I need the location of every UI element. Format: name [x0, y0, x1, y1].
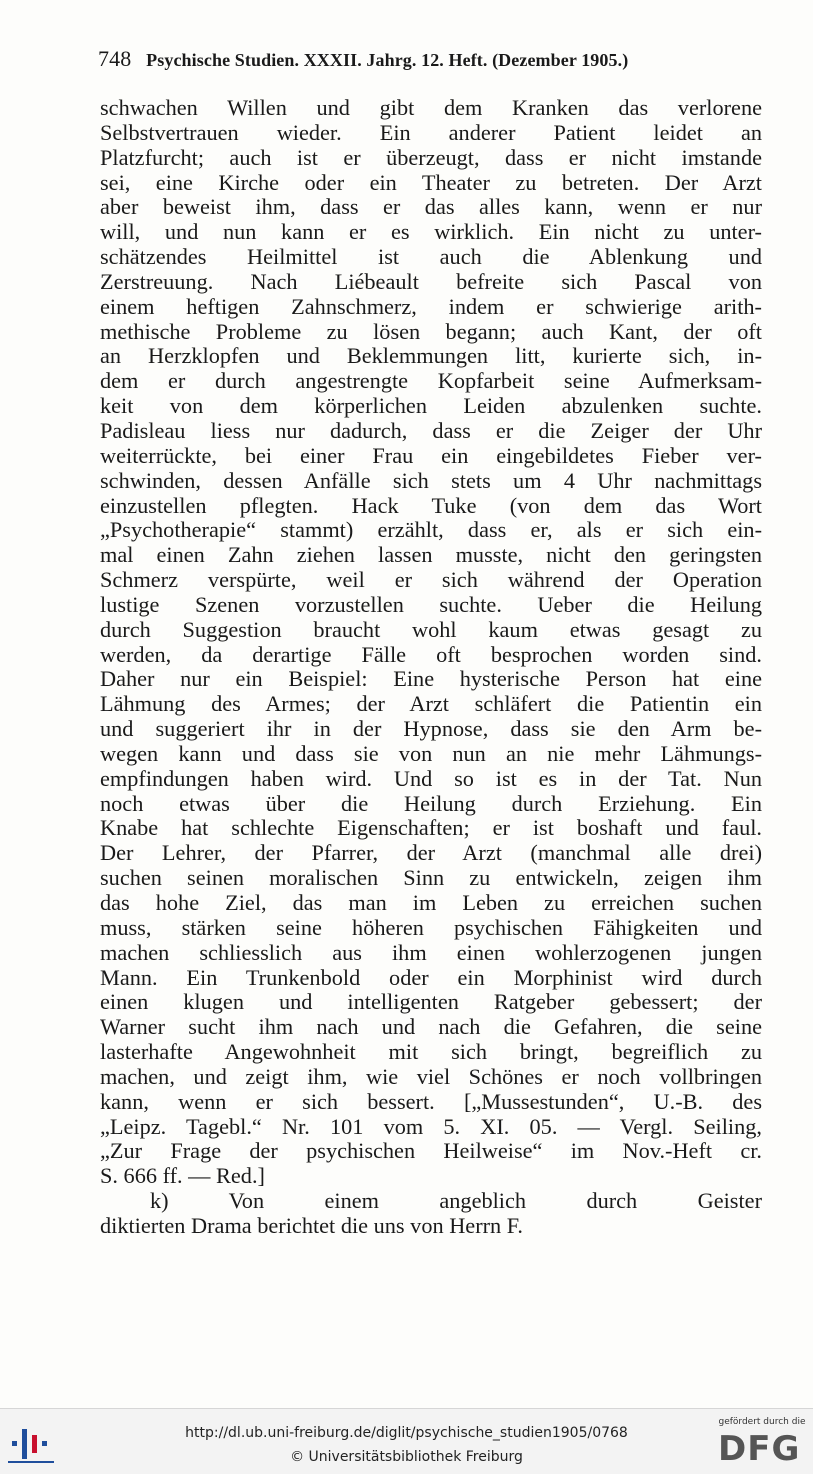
permalink-url[interactable]: http://dl.ub.uni-freiburg.de/diglit/psychische_studien1905/0768	[185, 1425, 628, 1441]
text-line: „Leipz. Tagebl.“ Nr. 101 vom 5. XI. 05. — Vergl. Seiling,	[100, 1113, 762, 1139]
text-line: Platzfurcht; auch ist er überzeugt, dass er nicht imstande	[100, 144, 762, 170]
text-line: diktierten Drama berichtet die uns von Herrn F.	[100, 1212, 523, 1238]
text-line: Der Lehrer, der Pfarrer, der Arzt (manchmal alle drei)	[100, 840, 762, 866]
text-line: schwinden, dessen Anfälle sich stets um 4 Uhr nachmittags	[100, 467, 762, 493]
text-line: Schmerz verspürte, weil er sich während der Operation	[100, 567, 762, 593]
text-line: machen, und zeigt ihm, wie viel Schönes er noch vollbringen	[100, 1063, 762, 1089]
text-line: Knabe hat schlechte Eigenschaften; er ist boshaft und faul.	[100, 815, 762, 841]
text-line: einen klugen und intelligenten Ratgeber gebessert; der	[100, 989, 762, 1015]
text-line: k) Von einem angeblich durch Geister	[150, 1188, 762, 1214]
text-line: dem er durch angestrengte Kopfarbeit seine Aufmerksam-	[100, 368, 762, 394]
text-line: suchen seinen moralischen Sinn zu entwickeln, zeigen ihm	[100, 865, 762, 891]
text-line: durch Suggestion braucht wohl kaum etwas gesagt zu	[100, 616, 762, 642]
dfg-logo-text: DFG	[718, 1429, 801, 1469]
text-line: schwachen Willen und gibt dem Kranken das verlorene	[100, 95, 762, 120]
dfg-logo-icon[interactable]	[716, 1417, 808, 1469]
text-line: sei, eine Kirche oder ein Theater zu betreten. Der Arzt	[100, 169, 762, 195]
page-number: 748	[98, 46, 132, 71]
viewer-footer	[0, 1408, 813, 1474]
text-line: empfindungen haben wird. Und so ist es in der Tat. Nun	[100, 765, 762, 791]
text-line: lasterhafte Angewohnheit mit sich bringt, begreiflich zu	[100, 1039, 762, 1065]
text-line: Daher nur ein Beispiel: Eine hysterische Person hat eine	[100, 666, 762, 692]
body-text	[100, 96, 762, 1239]
text-line: Selbstvertrauen wieder. Ein anderer Patient leidet an	[100, 119, 762, 145]
text-line: Padisleau liess nur dadurch, dass er die Zeiger der Uhr	[100, 417, 762, 443]
text-line: schätzendes Heilmittel ist auch die Ablenkung und	[100, 244, 762, 270]
text-line: keit von dem körperlichen Leiden abzulenken suchte.	[100, 393, 762, 419]
text-line: noch etwas über die Heilung durch Erziehung. Ein	[100, 790, 762, 816]
text-line: lustige Szenen vorzustellen suchte. Ueber die Heilung	[100, 591, 762, 617]
text-line: methische Probleme zu lösen begann; auch Kant, der oft	[100, 318, 762, 344]
text-line: werden, da derartige Fälle oft besprochen worden sind.	[100, 641, 762, 667]
text-line: kann, wenn er sich bessert. [„Mussestunden“, U.-B. des	[100, 1088, 762, 1114]
text-line: Mann. Ein Trunkenbold oder ein Morphinist wird durch	[100, 964, 762, 990]
text-line: machen schliesslich aus ihm einen wohlerzogenen jungen	[100, 939, 762, 965]
text-line: aber beweist ihm, dass er das alles kann, wenn er nur	[100, 194, 762, 220]
running-header	[98, 46, 762, 72]
text-line: mal einen Zahn ziehen lassen musste, nicht den geringsten	[100, 542, 762, 568]
text-line: an Herzklopfen und Beklemmungen litt, kurierte sich, in-	[100, 343, 762, 369]
copyright-text: © Universitätsbibliothek Freiburg	[290, 1449, 523, 1465]
text-line: Zerstreuung. Nach Liébeault befreite sich Pascal von	[100, 268, 762, 294]
text-line: weiterrückte, bei einer Frau ein eingebildetes Fieber ver-	[100, 442, 762, 468]
text-line: „Psychotherapie“ stammt) erzählt, dass er, als er sich ein-	[100, 517, 762, 543]
running-title: Psychische Studien. XXXII. Jahrg. 12. Heft. (Dezember 1905.)	[146, 50, 629, 70]
text-line: will, und nun kann er es wirklich. Ein nicht zu unter-	[100, 219, 762, 245]
text-line: „Zur Frage der psychischen Heilweise“ im Nov.-Heft cr.	[100, 1138, 762, 1164]
text-line: wegen kann und dass sie von nun an nie mehr Lähmungs-	[100, 740, 762, 766]
text-line: einzustellen pflegten. Hack Tuke (von dem das Wort	[100, 492, 762, 518]
text-line: einem heftigen Zahnschmerz, indem er schwierige arith-	[100, 293, 762, 319]
dfg-caption: gefördert durch die	[718, 1417, 806, 1427]
text-line: und suggeriert ihr in der Hypnose, dass sie den Arm be-	[100, 716, 762, 742]
text-line: muss, stärken seine höheren psychischen Fähigkeiten und	[100, 914, 762, 940]
text-line: Warner sucht ihm nach und nach die Gefahren, die seine	[100, 1014, 762, 1040]
text-line: S. 666 ff. — Red.]	[100, 1163, 265, 1189]
text-line: Lähmung des Armes; der Arzt schläfert die Patientin ein	[100, 691, 762, 717]
text-line: das hohe Ziel, das man im Leben zu erreichen suchen	[100, 890, 762, 915]
